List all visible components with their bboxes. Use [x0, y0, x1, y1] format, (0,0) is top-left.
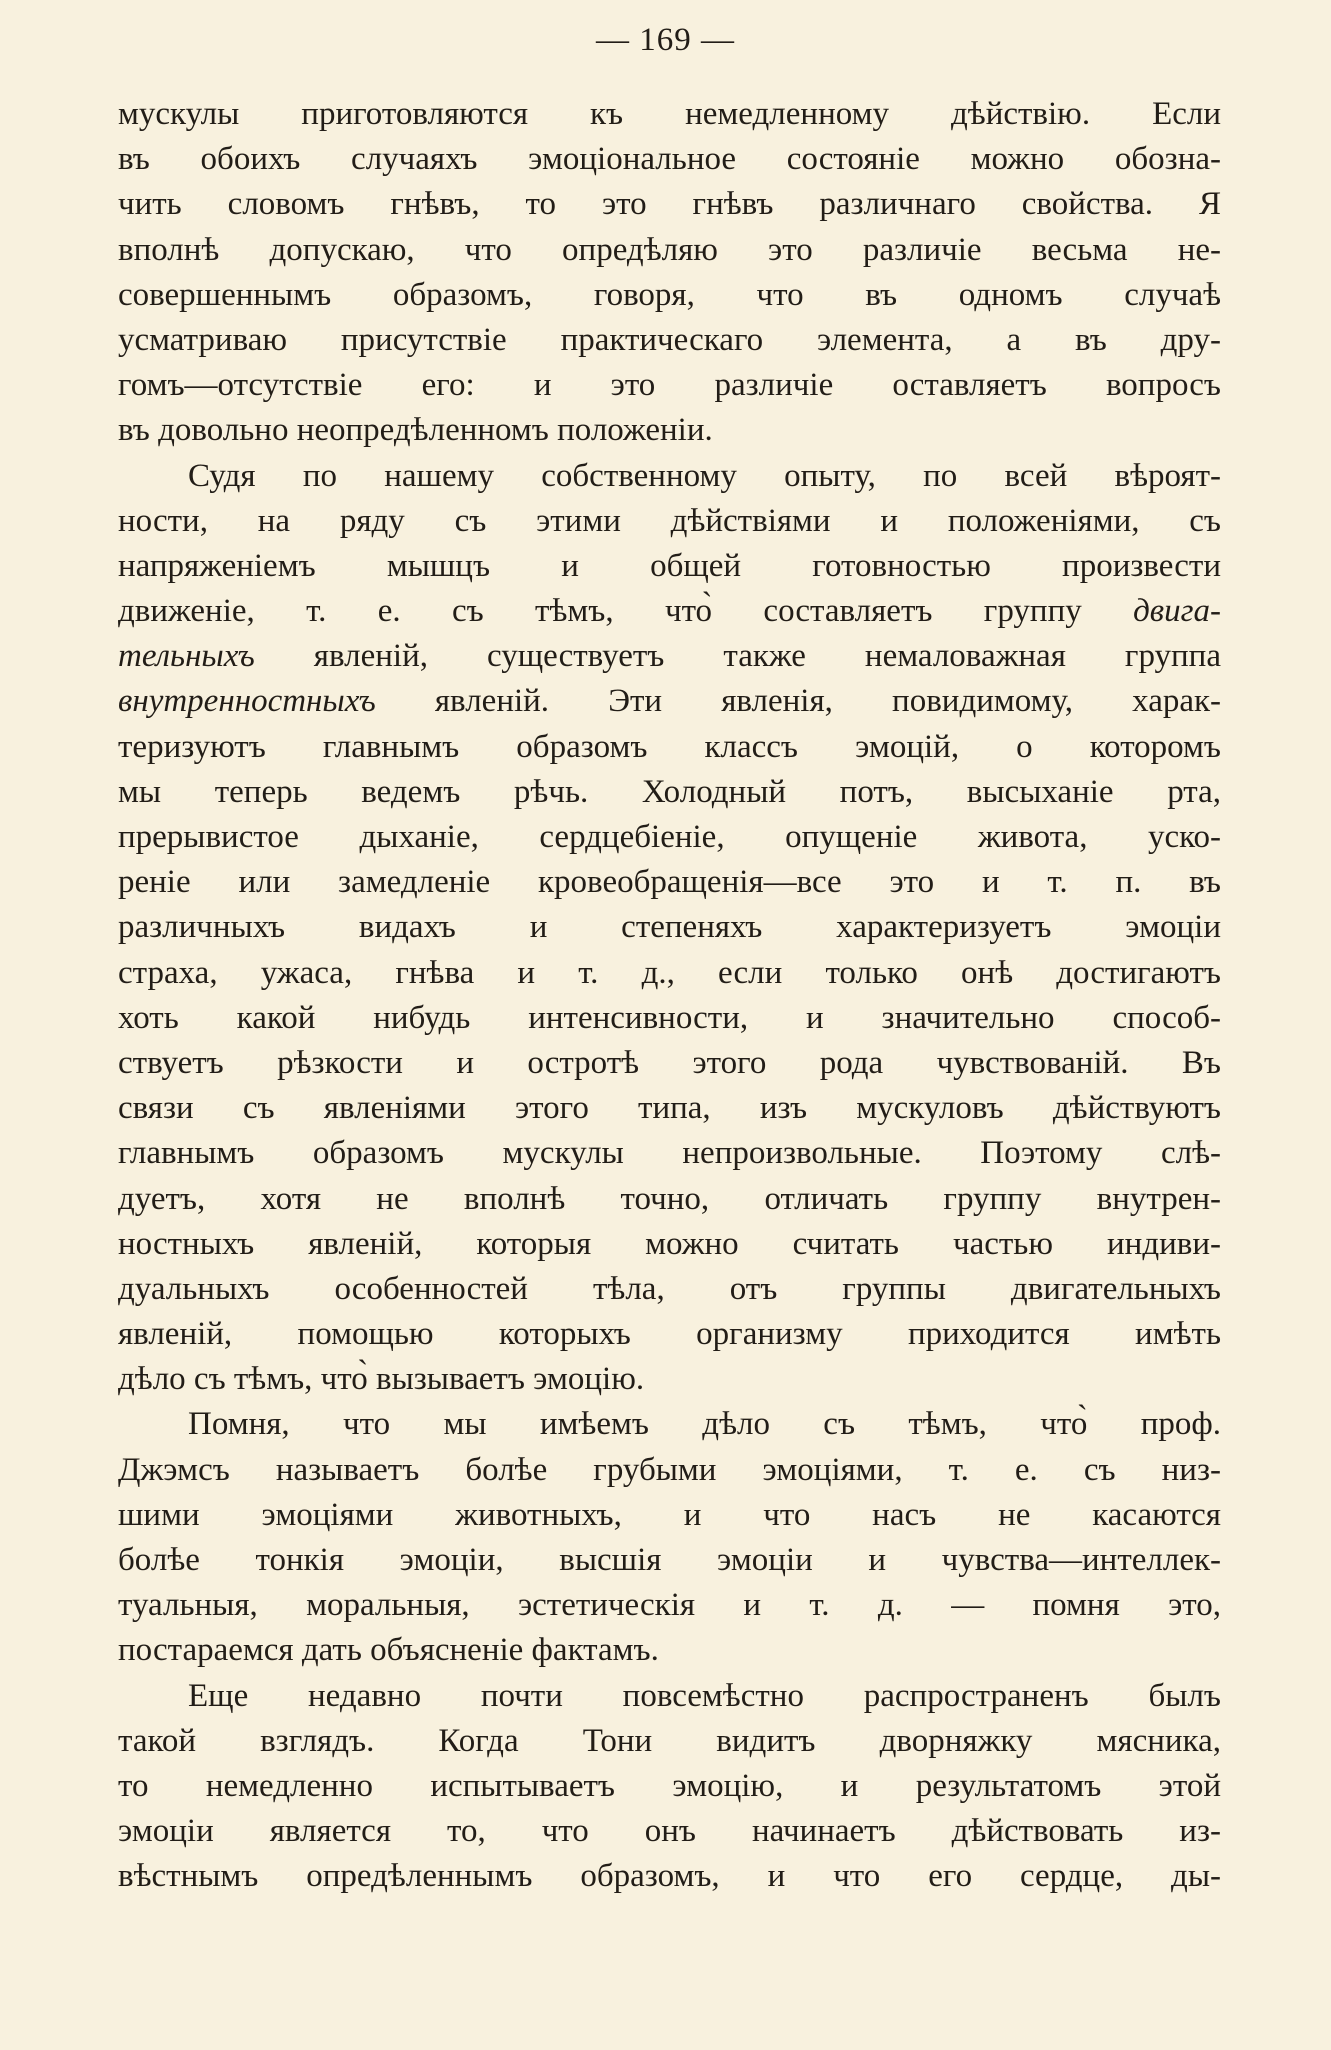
- line-text: страха, ужаса, гнѣва и т. д., если только онѣ достигаютъ: [118, 954, 1221, 991]
- text-line: [118, 1357, 1221, 1402]
- text-line: [118, 905, 1221, 950]
- line-text: теризуютъ главнымъ образомъ классъ эмоцій, о которомъ: [118, 728, 1221, 765]
- line-text: ностныхъ явленій, которыя можно считать частью индиви-: [118, 1225, 1221, 1262]
- line-text: въ довольно неопредѣленномъ положеніи.: [118, 412, 713, 449]
- text-line: [118, 499, 1221, 544]
- text-line: [118, 1312, 1221, 1357]
- line-text: реніе или замедленіе кровеобращенія—все это и т. п. въ: [118, 864, 1221, 901]
- line-text: явленій, помощью которыхъ организму приходится имѣть: [118, 1316, 1221, 1353]
- line-text: эмоціи является то, что онъ начинаетъ дѣйствовать из-: [118, 1813, 1221, 1850]
- line-text: Судя по нашему собственному опыту, по всей вѣроят-: [188, 457, 1221, 494]
- line-text: главнымъ образомъ мускулы непроизвольные. Поэтому слѣ-: [118, 1135, 1221, 1172]
- line-text: ности, на ряду съ этими дѣйствіями и положеніями, съ: [118, 502, 1221, 539]
- line-text: мы теперь ведемъ рѣчь. Холодный потъ, высыханіе рта,: [118, 773, 1221, 810]
- line-text: болѣе тонкія эмоціи, высшія эмоціи и чувства—интеллек-: [118, 1542, 1221, 1578]
- line-text: совершеннымъ образомъ, говоря, что въ одномъ случаѣ: [118, 276, 1221, 313]
- text-line: [118, 1402, 1221, 1447]
- text-line: [118, 860, 1221, 905]
- text-line: [118, 996, 1221, 1041]
- line-text: вѣстнымъ опредѣленнымъ образомъ, и что его сердце, ды-: [118, 1858, 1221, 1895]
- text-line: [118, 318, 1221, 363]
- italic-term: двига-: [1133, 593, 1221, 630]
- text-line: [118, 1448, 1221, 1493]
- text-line: [118, 634, 1221, 679]
- line-text: хоть какой нибудь интенсивности, и значительно способ-: [118, 999, 1221, 1036]
- text-line: [118, 1177, 1221, 1222]
- line-text: усматриваю присутствіе практическаго элемента, а въ дру-: [118, 321, 1221, 358]
- text-line: [118, 454, 1221, 499]
- line-text: связи съ явленіями этого типа, изъ мускуловъ дѣйствуютъ: [118, 1090, 1221, 1127]
- text-line: [118, 1809, 1221, 1854]
- line-text: вполнѣ допускаю, что опредѣляю это различіе весьма не-: [118, 231, 1221, 268]
- line-text: различныхъ видахъ и степеняхъ характеризуетъ эмоціи: [118, 909, 1221, 946]
- text-line: [118, 1719, 1221, 1764]
- page-number: — 169 —: [596, 22, 735, 58]
- line-text: чить словомъ гнѣвъ, то это гнѣвъ различнаго свойства. Я: [118, 186, 1221, 223]
- text-line: [118, 1493, 1221, 1538]
- line-text: дуальныхъ особенностей тѣла, отъ группы двигательныхъ: [118, 1270, 1221, 1307]
- line-text: мускулы приготовляются къ немедленному дѣйствію. Если: [118, 96, 1221, 132]
- text-line: [118, 182, 1221, 227]
- body-text: [118, 92, 1221, 1900]
- line-text: такой взглядъ. Когда Тони видитъ дворняжку мясника,: [118, 1722, 1221, 1759]
- text-line: [118, 1131, 1221, 1176]
- italic-term: тельныхъ: [118, 638, 255, 675]
- line-text: въ обоихъ случаяхъ эмоціональное состояніе можно обозна-: [118, 141, 1221, 178]
- text-line: [118, 1086, 1221, 1131]
- text-line: [118, 544, 1221, 589]
- line-text: то немедленно испытываетъ эмоцію, и результатомъ этой: [118, 1767, 1221, 1804]
- line-text: напряженіемъ мышцъ и общей готовностью произвести: [118, 547, 1221, 584]
- text-line: [118, 589, 1221, 634]
- text-line: [118, 363, 1221, 408]
- text-line: [118, 1764, 1221, 1809]
- text-line: [118, 951, 1221, 996]
- text-line: [118, 408, 1221, 453]
- text-line: [118, 725, 1221, 770]
- line-text: явленій, существуетъ также немаловажная группа: [313, 638, 1221, 675]
- line-text: дуетъ, хотя не вполнѣ точно, отличать группу внутрен-: [118, 1180, 1221, 1217]
- line-text: Помня, что мы имѣемъ дѣло съ тѣмъ, что̀ проф.: [188, 1406, 1221, 1443]
- text-line: [118, 1538, 1221, 1583]
- line-text: дѣло съ тѣмъ, что̀ вызываетъ эмоцію.: [118, 1361, 645, 1398]
- line-text: туальныя, моральныя, эстетическія и т. д. — помня это,: [118, 1587, 1221, 1624]
- line-text: прерывистое дыханіе, сердцебіеніе, опущеніе живота, уско-: [118, 819, 1221, 855]
- text-line: [118, 1674, 1221, 1719]
- text-line: [118, 228, 1221, 273]
- text-line: [118, 770, 1221, 815]
- text-line: [118, 1041, 1221, 1086]
- text-line: [118, 137, 1221, 182]
- line-text: ствуетъ рѣзкости и остротѣ этого рода чувствованій. Въ: [118, 1044, 1221, 1081]
- line-text: шими эмоціями животныхъ, и что насъ не касаются: [118, 1496, 1221, 1533]
- text-line: [118, 1628, 1221, 1673]
- line-text: постараемся дать объясненіе фактамъ.: [118, 1632, 659, 1669]
- line-text: движеніе, т. е. съ тѣмъ, что̀ составляетъ группу: [118, 593, 1082, 630]
- text-line: [118, 1267, 1221, 1312]
- text-line: [118, 1854, 1221, 1899]
- line-text: Еще недавно почти повсемѣстно распространенъ былъ: [188, 1677, 1221, 1714]
- text-line: [118, 1222, 1221, 1267]
- text-line: [118, 679, 1221, 724]
- text-line: [118, 92, 1221, 137]
- line-text: гомъ—отсутствіе его: и это различіе оставляетъ вопросъ: [118, 367, 1221, 404]
- text-line: [118, 815, 1221, 860]
- text-line: [118, 1583, 1221, 1628]
- text-line: [118, 273, 1221, 318]
- line-text: явленій. Эти явленія, повидимому, харак-: [434, 683, 1221, 720]
- italic-term: внутренностныхъ: [118, 683, 376, 720]
- line-text: Джэмсъ называетъ болѣе грубыми эмоціями, т. е. съ низ-: [118, 1451, 1221, 1488]
